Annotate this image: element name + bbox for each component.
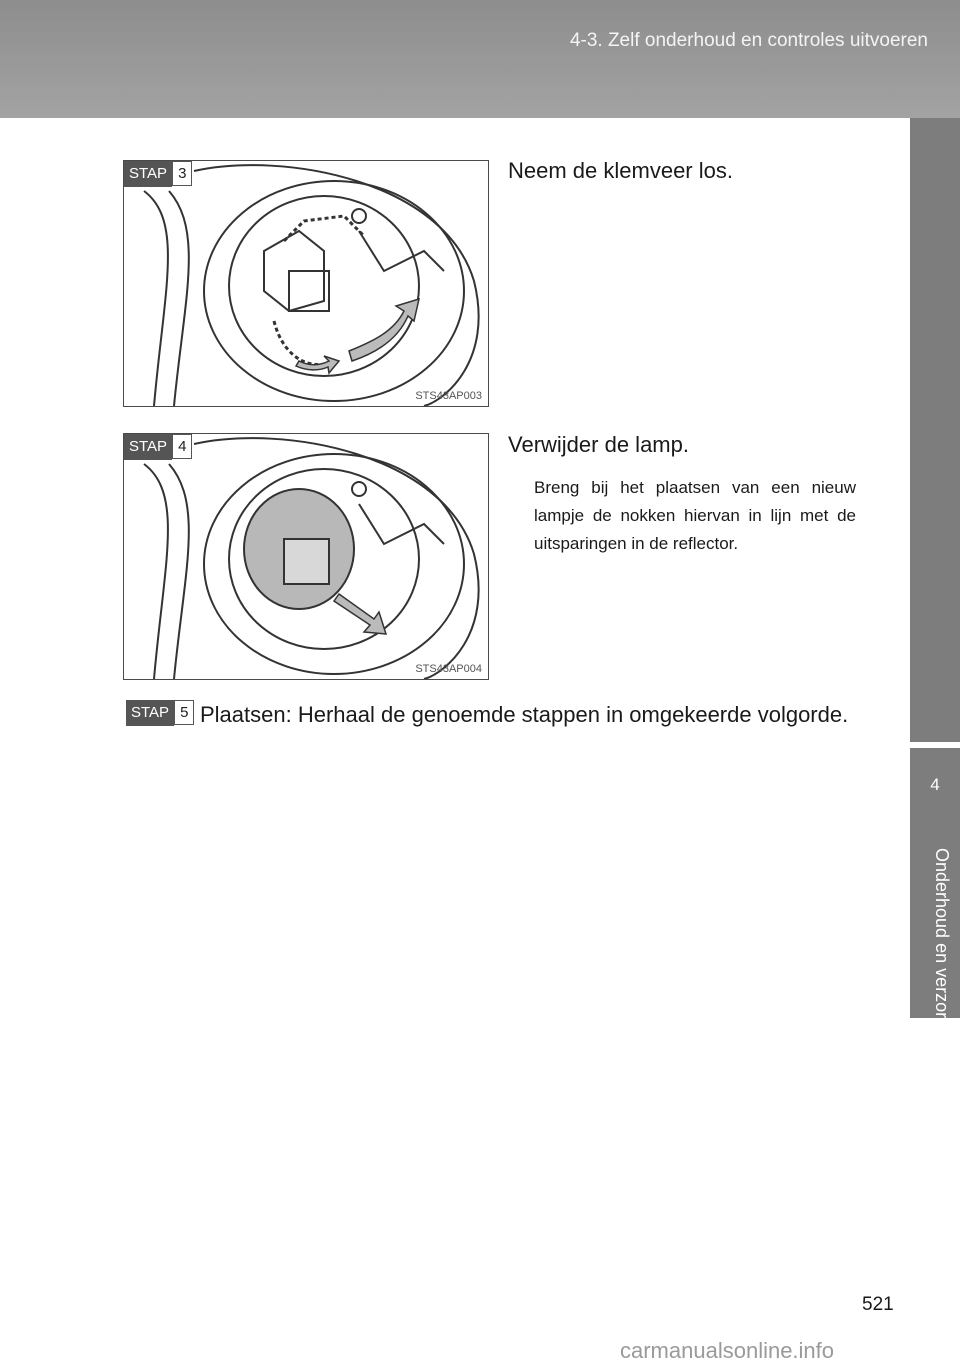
- page-header: [0, 0, 960, 118]
- step-badge-4: [124, 434, 192, 460]
- step-badge-number: 3: [172, 161, 192, 186]
- step-badge-label: STAP: [124, 434, 172, 460]
- step-badge-3: [124, 161, 192, 187]
- page-number: 521: [862, 1294, 894, 1315]
- headlamp-clip-illustration: [124, 161, 488, 406]
- step-4-note: Breng bij het plaatsen van een nieuw lampje de nokken hiervan in lijn met de uitsparingen in de reflector.: [534, 478, 856, 553]
- step-badge-label: STAP: [126, 700, 174, 726]
- step-3-heading: Neem de klemveer los.: [508, 158, 733, 183]
- figure-step-4: [123, 433, 489, 680]
- step-badge-label: STAP: [124, 161, 172, 187]
- bulb-removal-illustration: [124, 434, 488, 679]
- figure-step-3: [123, 160, 489, 407]
- step-badge-number: 5: [174, 700, 194, 725]
- step-badge-number: 4: [172, 434, 192, 459]
- section-title: 4-3. Zelf onderhoud en controles uitvoeren: [569, 30, 928, 51]
- watermark: carmanualsonline.info: [620, 1338, 835, 1363]
- side-tab-divider: [910, 742, 960, 748]
- step-4-heading: Verwijder de lamp.: [508, 432, 689, 457]
- step-badge-5: [126, 700, 194, 726]
- step-5-text: Plaatsen: Herhaal de genoemde stappen in omgekeerde volgorde.: [200, 702, 849, 727]
- figure-code: STS43AP003: [415, 390, 482, 402]
- figure-code: STS43AP004: [415, 663, 482, 675]
- chapter-label: Onderhoud en verzorging: [932, 848, 952, 1053]
- chapter-number: 4: [930, 775, 940, 794]
